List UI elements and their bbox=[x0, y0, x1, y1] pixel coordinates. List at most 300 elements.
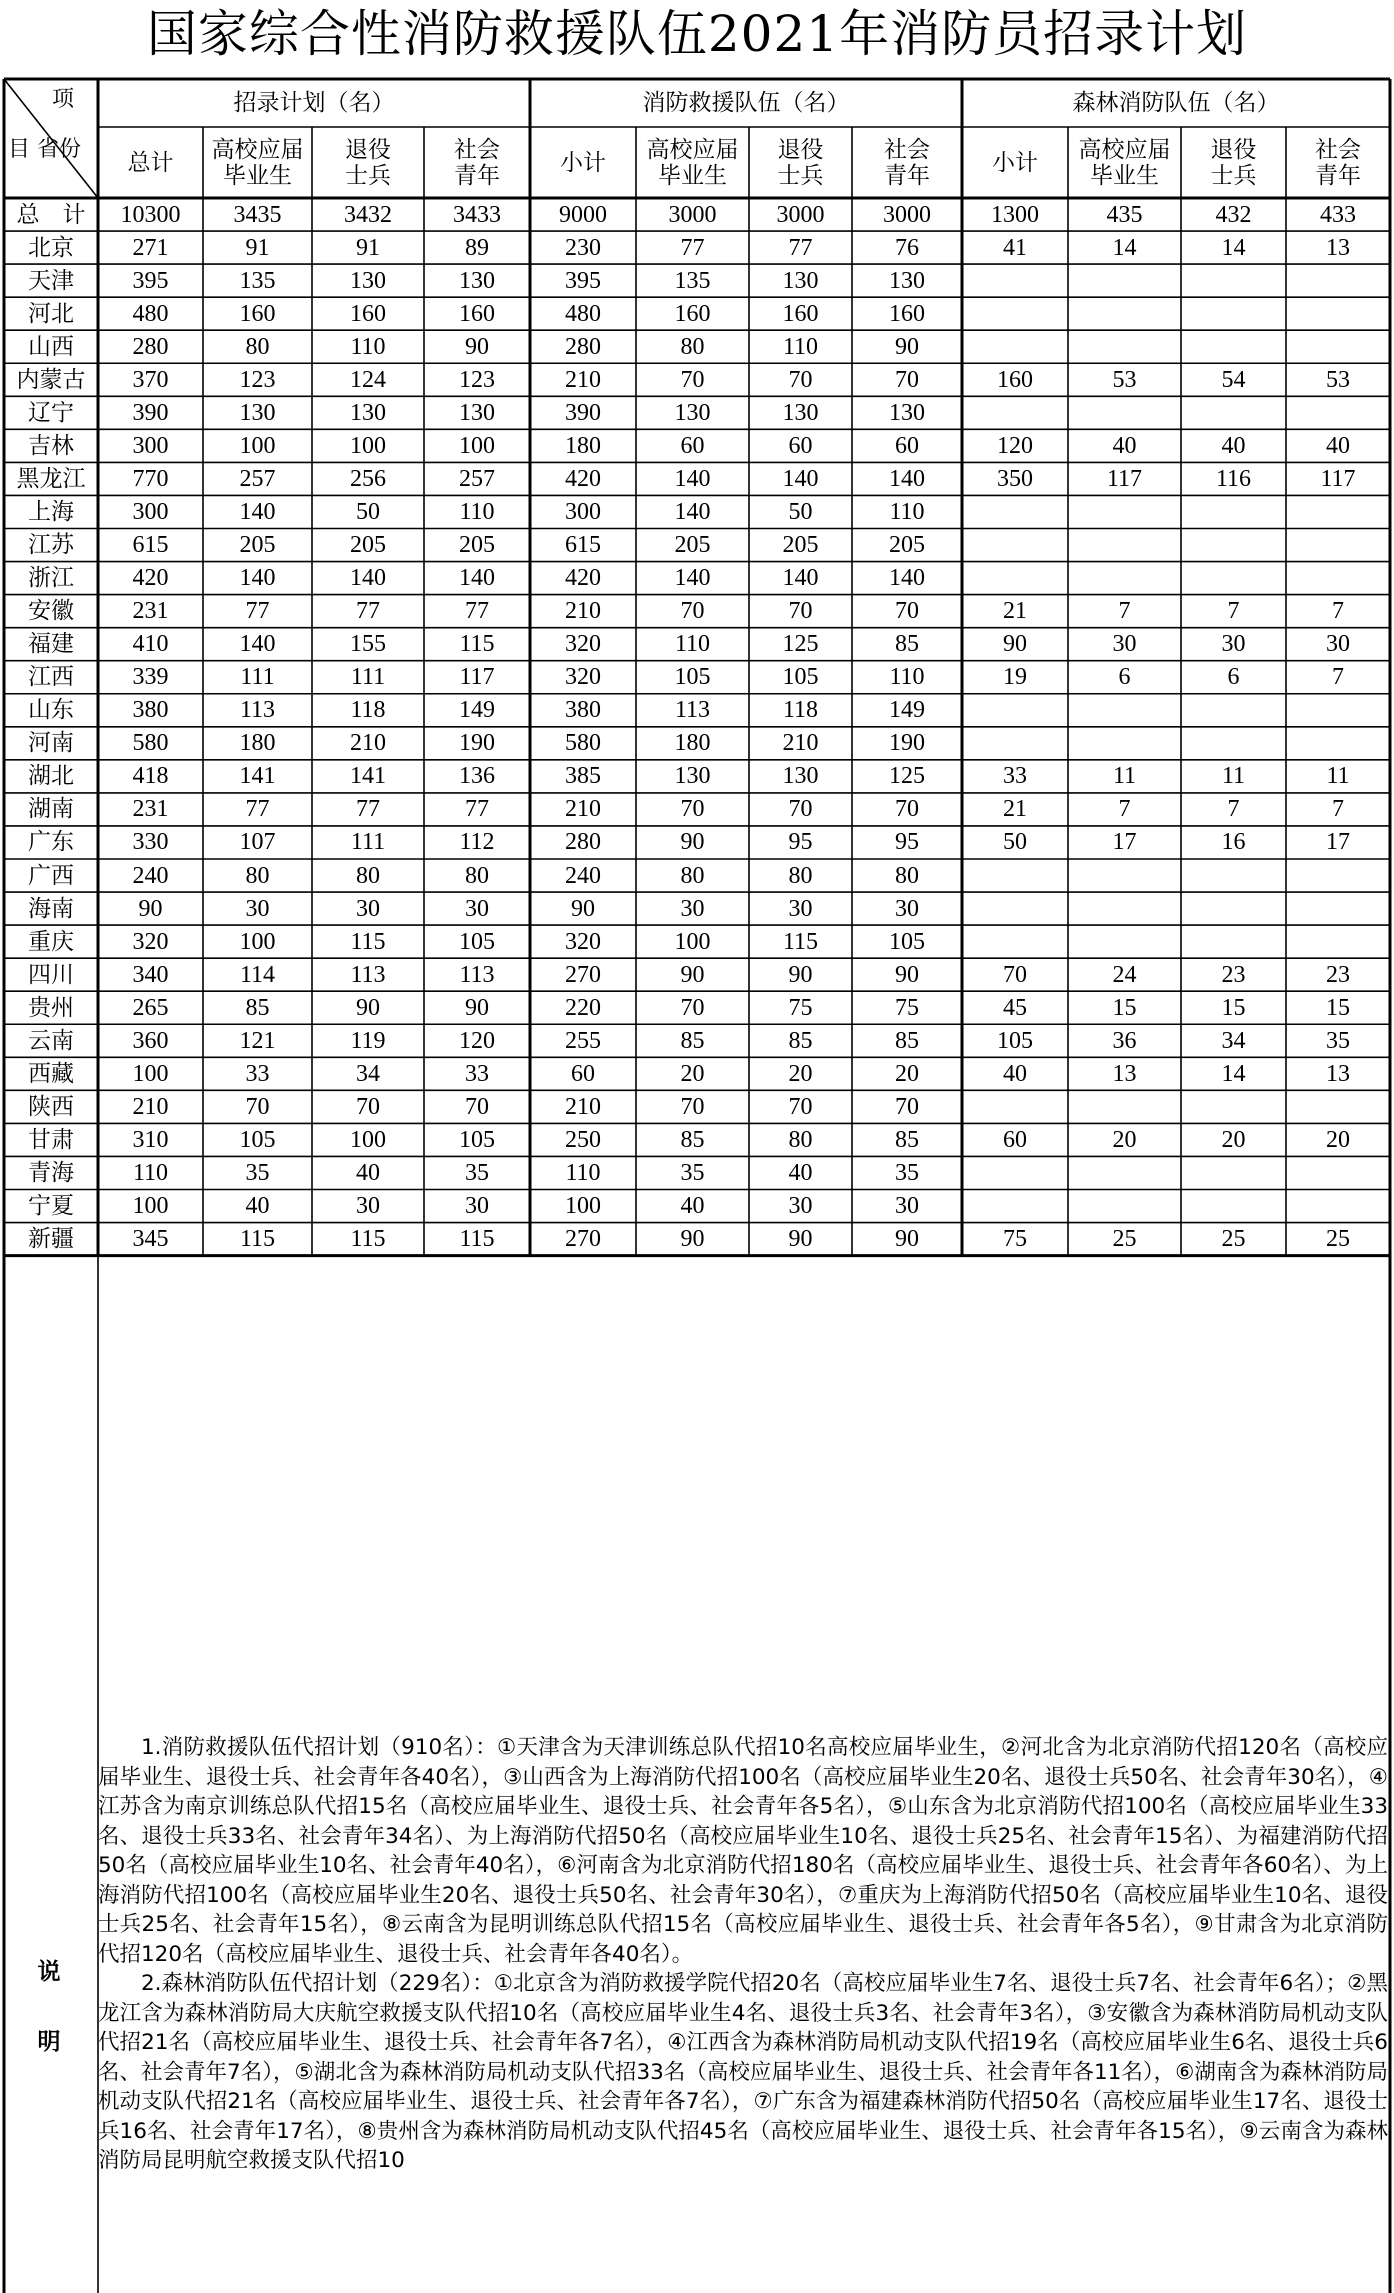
table-cell: 100 bbox=[565, 1193, 601, 1220]
table-cell bbox=[1286, 529, 1390, 562]
table-cell: 35 bbox=[245, 1159, 270, 1186]
column-header-line: 高校应届 bbox=[211, 136, 304, 163]
table-cell: 35 bbox=[1326, 1027, 1350, 1054]
table-cell: 30 bbox=[1112, 631, 1137, 658]
table-cell: 17 bbox=[1112, 829, 1137, 856]
table-cell: 350 bbox=[997, 465, 1033, 492]
table-cell: 140 bbox=[239, 631, 276, 658]
table-cell: 420 bbox=[565, 465, 601, 492]
table-cell: 110 bbox=[782, 333, 819, 360]
table-cell: 90 bbox=[788, 1226, 813, 1253]
table-cell: 100 bbox=[674, 928, 711, 955]
table-cell: 105 bbox=[782, 664, 819, 691]
notes-label-char-1: 说 bbox=[37, 1959, 61, 1985]
table-cell: 123 bbox=[459, 366, 495, 393]
table-cell: 231 bbox=[132, 598, 169, 625]
table-cell: 70 bbox=[895, 1093, 919, 1120]
table-cell: 100 bbox=[239, 432, 276, 459]
table-cell: 77 bbox=[788, 234, 813, 261]
table-cell bbox=[1068, 297, 1181, 330]
row-province-label: 广西 bbox=[28, 862, 74, 889]
table-cell: 140 bbox=[889, 465, 925, 492]
table-cell: 110 bbox=[889, 664, 925, 691]
page-title: 国家综合性消防救援队伍2021年消防员招录计划 bbox=[146, 5, 1248, 63]
table-cell bbox=[962, 529, 1068, 562]
table-cell: 100 bbox=[350, 1126, 386, 1153]
row-province-label: 山西 bbox=[28, 333, 74, 360]
table-cell: 60 bbox=[895, 432, 919, 459]
table-cell: 30 bbox=[680, 895, 705, 922]
table-cell: 113 bbox=[239, 697, 276, 724]
table-cell: 80 bbox=[245, 862, 270, 889]
table-cell: 60 bbox=[571, 1060, 595, 1087]
table-cell: 30 bbox=[788, 895, 813, 922]
table-cell: 77 bbox=[356, 796, 380, 823]
column-header-line: 毕业生 bbox=[658, 162, 727, 189]
table-cell: 80 bbox=[895, 862, 919, 889]
table-cell: 105 bbox=[889, 928, 925, 955]
table-cell: 135 bbox=[239, 267, 276, 294]
table-cell: 34 bbox=[1221, 1027, 1246, 1054]
table-cell: 35 bbox=[465, 1159, 489, 1186]
corner-label-province: 目 省份 bbox=[8, 137, 81, 162]
table-cell bbox=[1181, 1090, 1286, 1123]
table-cell: 70 bbox=[788, 796, 813, 823]
table-cell: 210 bbox=[350, 730, 386, 757]
table-cell: 480 bbox=[565, 300, 601, 327]
table-cell: 112 bbox=[459, 829, 495, 856]
table-cell: 90 bbox=[465, 994, 489, 1021]
table-cell: 35 bbox=[895, 1159, 919, 1186]
row-province-label: 西藏 bbox=[28, 1060, 74, 1087]
table-cell: 410 bbox=[132, 631, 169, 658]
table-cell: 180 bbox=[239, 730, 276, 757]
table-cell: 30 bbox=[895, 1193, 919, 1220]
column-header bbox=[530, 127, 636, 198]
table-cell bbox=[962, 396, 1068, 429]
table-cell: 190 bbox=[889, 730, 925, 757]
table-cell: 75 bbox=[788, 994, 813, 1021]
table-cell: 118 bbox=[350, 697, 386, 724]
table-cell: 125 bbox=[782, 631, 819, 658]
table-cell bbox=[1181, 495, 1286, 528]
column-header bbox=[1068, 127, 1181, 198]
row-province-label: 辽宁 bbox=[28, 399, 74, 426]
table-cell: 257 bbox=[459, 465, 495, 492]
row-province-label: 新疆 bbox=[28, 1226, 74, 1253]
table-cell bbox=[1286, 562, 1390, 595]
table-cell: 80 bbox=[680, 862, 705, 889]
column-header-line: 退役 bbox=[777, 136, 824, 163]
table-cell: 370 bbox=[132, 366, 169, 393]
table-cell bbox=[1068, 264, 1181, 297]
table-cell: 320 bbox=[565, 664, 601, 691]
table-cell: 205 bbox=[782, 532, 819, 559]
row-province-label: 湖南 bbox=[28, 796, 74, 823]
table-cell bbox=[1068, 925, 1181, 958]
group-header: 招录计划（名） bbox=[233, 90, 395, 116]
table-cell: 30 bbox=[788, 1193, 813, 1220]
table-cell: 100 bbox=[132, 1193, 169, 1220]
table-cell: 180 bbox=[565, 432, 601, 459]
table-cell: 110 bbox=[674, 631, 711, 658]
table-cell: 117 bbox=[1106, 465, 1143, 492]
table-cell: 110 bbox=[459, 498, 495, 525]
table-cell: 280 bbox=[565, 829, 601, 856]
table-cell: 23 bbox=[1326, 961, 1350, 988]
table-cell: 36 bbox=[1112, 1027, 1137, 1054]
table-cell: 53 bbox=[1326, 366, 1350, 393]
table-cell: 70 bbox=[788, 366, 813, 393]
table-cell: 120 bbox=[997, 432, 1033, 459]
table-cell: 21 bbox=[1003, 796, 1027, 823]
table-cell: 30 bbox=[245, 895, 270, 922]
column-header-line: 小计 bbox=[992, 149, 1038, 176]
table-cell bbox=[1068, 694, 1181, 727]
column-header bbox=[852, 127, 962, 198]
table-cell: 90 bbox=[1003, 631, 1027, 658]
table-cell: 433 bbox=[1320, 201, 1356, 228]
table-cell: 121 bbox=[239, 1027, 276, 1054]
table-cell bbox=[1068, 892, 1181, 925]
table-cell: 140 bbox=[239, 565, 276, 592]
table-cell: 50 bbox=[1003, 829, 1027, 856]
table-cell: 21 bbox=[1003, 598, 1027, 625]
table-cell: 40 bbox=[245, 1193, 270, 1220]
table-cell: 34 bbox=[356, 1060, 380, 1087]
table-cell: 90 bbox=[895, 1226, 919, 1253]
table-cell: 30 bbox=[356, 895, 380, 922]
table-cell bbox=[1286, 727, 1390, 760]
table-cell: 90 bbox=[571, 895, 595, 922]
table-cell: 155 bbox=[350, 631, 386, 658]
row-province-label: 浙江 bbox=[28, 565, 74, 592]
table-cell: 60 bbox=[788, 432, 813, 459]
table-cell: 70 bbox=[788, 598, 813, 625]
table-cell: 70 bbox=[680, 598, 705, 625]
row-province-label: 福建 bbox=[28, 631, 74, 658]
table-cell bbox=[962, 495, 1068, 528]
table-cell: 310 bbox=[132, 1126, 169, 1153]
table-cell: 480 bbox=[132, 300, 169, 327]
column-header-line: 退役 bbox=[1210, 136, 1257, 163]
table-cell: 40 bbox=[356, 1159, 380, 1186]
corner-label-item: 项 bbox=[52, 87, 75, 112]
table-cell bbox=[962, 264, 1068, 297]
table-cell: 91 bbox=[356, 234, 380, 261]
column-header-line: 高校应届 bbox=[646, 136, 739, 163]
table-cell: 3433 bbox=[453, 201, 501, 228]
table-cell: 33 bbox=[245, 1060, 270, 1087]
table-cell: 15 bbox=[1112, 994, 1137, 1021]
table-cell: 130 bbox=[889, 267, 925, 294]
table-cell: 113 bbox=[459, 961, 495, 988]
row-province-label: 江苏 bbox=[28, 532, 74, 559]
table-cell bbox=[1068, 495, 1181, 528]
table-cell: 205 bbox=[889, 532, 925, 559]
table-cell: 118 bbox=[782, 697, 819, 724]
table-cell: 13 bbox=[1112, 1060, 1137, 1087]
table-cell: 130 bbox=[674, 399, 711, 426]
table-cell: 140 bbox=[674, 498, 711, 525]
table-cell bbox=[1181, 925, 1286, 958]
table-cell: 205 bbox=[350, 532, 386, 559]
table-cell bbox=[1181, 562, 1286, 595]
column-header bbox=[98, 127, 203, 198]
table-cell: 120 bbox=[459, 1027, 495, 1054]
table-cell: 105 bbox=[459, 1126, 495, 1153]
table-cell: 149 bbox=[459, 697, 495, 724]
table-cell: 140 bbox=[782, 565, 819, 592]
table-cell: 115 bbox=[239, 1226, 276, 1253]
column-header-line: 毕业生 bbox=[223, 162, 292, 189]
table-cell: 85 bbox=[680, 1027, 705, 1054]
table-cell: 50 bbox=[788, 498, 813, 525]
table-cell: 130 bbox=[782, 267, 819, 294]
table-cell: 25 bbox=[1112, 1226, 1137, 1253]
table-cell: 20 bbox=[1112, 1126, 1137, 1153]
table-cell: 20 bbox=[895, 1060, 919, 1087]
table-cell: 140 bbox=[350, 565, 386, 592]
table-cell: 250 bbox=[565, 1126, 601, 1153]
table-cell: 25 bbox=[1221, 1226, 1246, 1253]
table-cell: 90 bbox=[465, 333, 489, 360]
table-cell: 390 bbox=[565, 399, 601, 426]
table-cell: 100 bbox=[350, 432, 386, 459]
table-cell: 70 bbox=[680, 1093, 705, 1120]
row-province-label: 甘肃 bbox=[28, 1126, 74, 1153]
table-cell: 615 bbox=[132, 532, 169, 559]
notes-label bbox=[0, 1733, 98, 2293]
table-cell: 7 bbox=[1332, 664, 1344, 691]
table-cell: 115 bbox=[459, 1226, 495, 1253]
table-cell bbox=[962, 925, 1068, 958]
table-cell: 30 bbox=[465, 1193, 489, 1220]
table-cell: 300 bbox=[132, 498, 169, 525]
table-cell: 80 bbox=[245, 333, 270, 360]
table-cell: 116 bbox=[1215, 465, 1252, 492]
table-cell: 125 bbox=[889, 763, 925, 790]
column-header bbox=[1286, 127, 1390, 198]
row-province-label: 宁夏 bbox=[28, 1193, 74, 1220]
table-cell: 320 bbox=[565, 631, 601, 658]
table-cell: 41 bbox=[1003, 234, 1027, 261]
table-cell: 130 bbox=[239, 399, 276, 426]
table-cell: 280 bbox=[565, 333, 601, 360]
table-cell: 70 bbox=[465, 1093, 489, 1120]
table-cell: 257 bbox=[239, 465, 276, 492]
column-header-line: 总计 bbox=[127, 149, 174, 176]
table-cell: 70 bbox=[680, 796, 705, 823]
table-cell: 160 bbox=[350, 300, 386, 327]
table-cell: 395 bbox=[132, 267, 169, 294]
table-cell: 80 bbox=[356, 862, 380, 889]
table-cell: 100 bbox=[239, 928, 276, 955]
table-cell: 280 bbox=[132, 333, 169, 360]
table-cell: 180 bbox=[674, 730, 711, 757]
table-cell: 110 bbox=[350, 333, 386, 360]
table-cell bbox=[1181, 694, 1286, 727]
table-cell: 149 bbox=[889, 697, 925, 724]
table-cell: 360 bbox=[132, 1027, 169, 1054]
table-cell: 30 bbox=[895, 895, 919, 922]
table-cell: 220 bbox=[565, 994, 601, 1021]
table-cell: 90 bbox=[356, 994, 380, 1021]
table-cell: 136 bbox=[459, 763, 495, 790]
column-header bbox=[962, 127, 1068, 198]
table-cell: 60 bbox=[680, 432, 705, 459]
table-cell bbox=[1286, 694, 1390, 727]
table-cell: 30 bbox=[465, 895, 489, 922]
table-cell: 30 bbox=[356, 1193, 380, 1220]
table-cell: 110 bbox=[132, 1159, 169, 1186]
table-cell: 210 bbox=[565, 796, 601, 823]
table-cell: 130 bbox=[350, 399, 386, 426]
table-cell: 230 bbox=[565, 234, 601, 261]
row-province-label: 重庆 bbox=[28, 928, 74, 955]
table-cell: 40 bbox=[1221, 432, 1246, 459]
table-cell: 580 bbox=[565, 730, 601, 757]
table-cell: 90 bbox=[680, 961, 705, 988]
table-cell: 210 bbox=[782, 730, 819, 757]
table-cell: 135 bbox=[674, 267, 711, 294]
table-cell: 320 bbox=[132, 928, 169, 955]
table-cell bbox=[1068, 1090, 1181, 1123]
row-province-label: 吉林 bbox=[28, 432, 74, 459]
table-cell: 33 bbox=[1003, 763, 1027, 790]
table-cell: 130 bbox=[782, 763, 819, 790]
table-cell: 70 bbox=[1003, 961, 1027, 988]
table-cell bbox=[962, 1190, 1068, 1223]
table-cell: 580 bbox=[132, 730, 169, 757]
table-cell: 25 bbox=[1326, 1226, 1350, 1253]
table-cell bbox=[1286, 297, 1390, 330]
column-header-line: 退役 bbox=[345, 136, 391, 163]
table-cell: 7 bbox=[1118, 796, 1131, 823]
table-cell: 33 bbox=[465, 1060, 489, 1087]
table-cell: 130 bbox=[459, 399, 495, 426]
table-cell: 90 bbox=[895, 961, 919, 988]
table-cell: 418 bbox=[132, 763, 169, 790]
table-cell: 130 bbox=[889, 399, 925, 426]
table-cell: 240 bbox=[565, 862, 601, 889]
group-header: 消防救援队伍（名） bbox=[642, 90, 850, 116]
table-cell: 85 bbox=[245, 994, 270, 1021]
table-cell: 210 bbox=[132, 1093, 169, 1120]
table-cell: 85 bbox=[895, 1027, 919, 1054]
table-cell: 70 bbox=[895, 598, 919, 625]
row-province-label: 山东 bbox=[28, 697, 74, 724]
row-province-label: 广东 bbox=[28, 829, 74, 856]
table-cell: 50 bbox=[356, 498, 380, 525]
table-cell: 231 bbox=[132, 796, 169, 823]
table-cell: 160 bbox=[459, 300, 495, 327]
table-cell: 70 bbox=[680, 994, 705, 1021]
table-cell: 6 bbox=[1227, 664, 1240, 691]
table-cell bbox=[1068, 1190, 1181, 1223]
table-cell: 80 bbox=[465, 862, 489, 889]
table-cell bbox=[1068, 529, 1181, 562]
row-province-label: 贵州 bbox=[28, 994, 74, 1021]
table-cell bbox=[962, 562, 1068, 595]
table-cell bbox=[1286, 1090, 1390, 1123]
table-cell: 300 bbox=[132, 432, 169, 459]
table-cell: 111 bbox=[240, 664, 275, 691]
column-header bbox=[424, 127, 530, 198]
table-cell: 111 bbox=[350, 664, 386, 691]
table-cell: 140 bbox=[889, 565, 925, 592]
table-cell: 70 bbox=[356, 1093, 380, 1120]
row-province-label: 青海 bbox=[28, 1159, 74, 1186]
table-cell: 40 bbox=[788, 1159, 813, 1186]
column-header-line: 士兵 bbox=[345, 162, 391, 189]
table-cell: 115 bbox=[350, 1226, 386, 1253]
table-cell: 205 bbox=[459, 532, 495, 559]
table-cell bbox=[1286, 330, 1390, 363]
table-cell: 105 bbox=[239, 1126, 276, 1153]
column-header bbox=[636, 127, 749, 198]
column-header bbox=[1181, 127, 1286, 198]
table-cell: 117 bbox=[459, 664, 495, 691]
table-cell: 255 bbox=[565, 1027, 601, 1054]
table-cell: 130 bbox=[674, 763, 711, 790]
table-cell: 210 bbox=[565, 366, 601, 393]
table-cell: 105 bbox=[459, 928, 495, 955]
table-cell: 40 bbox=[1003, 1060, 1027, 1087]
table-cell: 7 bbox=[1227, 796, 1240, 823]
row-province-label: 河南 bbox=[28, 730, 74, 757]
table-cell: 270 bbox=[565, 961, 601, 988]
table-cell: 130 bbox=[350, 267, 386, 294]
table-cell: 100 bbox=[132, 1060, 169, 1087]
table-cell: 75 bbox=[1003, 1226, 1027, 1253]
table-cell: 77 bbox=[245, 598, 270, 625]
table-cell: 339 bbox=[132, 664, 169, 691]
table-cell: 270 bbox=[565, 1226, 601, 1253]
table-cell: 77 bbox=[356, 598, 380, 625]
table-cell: 114 bbox=[239, 961, 276, 988]
table-cell: 117 bbox=[1320, 465, 1356, 492]
table-cell: 420 bbox=[565, 565, 601, 592]
table-cell: 15 bbox=[1221, 994, 1246, 1021]
table-cell: 115 bbox=[782, 928, 819, 955]
table-cell: 160 bbox=[674, 300, 711, 327]
table-cell: 124 bbox=[350, 366, 386, 393]
table-cell bbox=[1068, 330, 1181, 363]
table-cell: 85 bbox=[895, 631, 919, 658]
column-header-line: 毕业生 bbox=[1090, 162, 1159, 189]
table-cell: 3000 bbox=[668, 201, 717, 228]
table-cell: 16 bbox=[1221, 829, 1246, 856]
table-cell: 240 bbox=[132, 862, 169, 889]
row-province-label: 陕西 bbox=[28, 1093, 74, 1120]
table-cell bbox=[1181, 330, 1286, 363]
column-header-line: 士兵 bbox=[1210, 162, 1257, 189]
row-province-label: 内蒙古 bbox=[16, 366, 86, 393]
table-cell bbox=[1286, 495, 1390, 528]
table-cell: 130 bbox=[459, 267, 495, 294]
table-cell: 11 bbox=[1221, 763, 1246, 790]
row-province-label: 总 计 bbox=[16, 201, 86, 228]
table-cell: 111 bbox=[350, 829, 386, 856]
table-cell: 30 bbox=[1326, 631, 1350, 658]
table-cell: 123 bbox=[239, 366, 276, 393]
table-cell: 110 bbox=[565, 1159, 601, 1186]
table-cell: 7 bbox=[1227, 598, 1240, 625]
table-cell: 435 bbox=[1106, 201, 1143, 228]
table-cell: 95 bbox=[788, 829, 813, 856]
table-cell: 77 bbox=[465, 796, 489, 823]
